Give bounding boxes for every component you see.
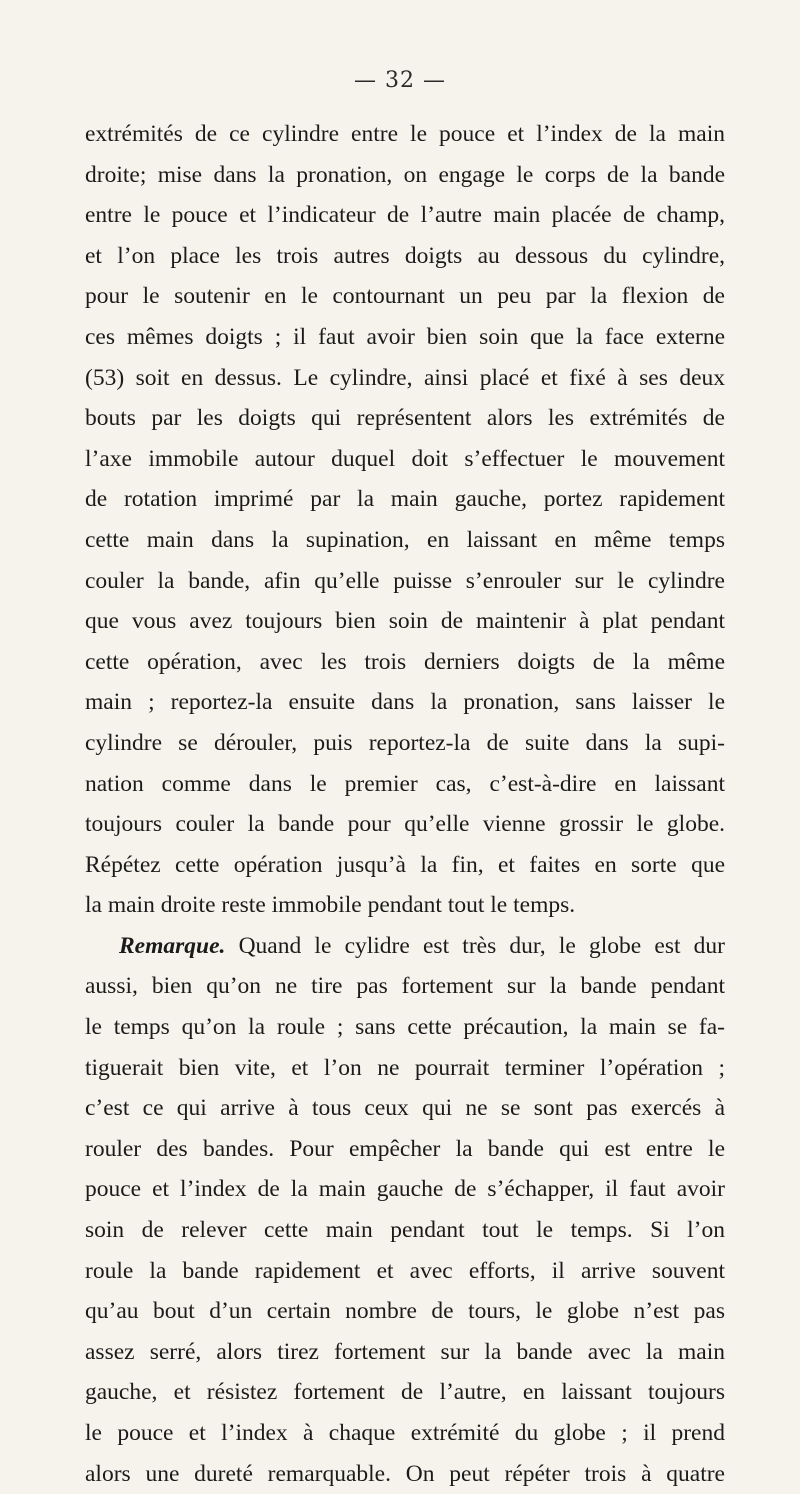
text-line: rouler des bandes. Pour empêcher la bande qui est entre le	[85, 1135, 725, 1162]
text-line: cette opération, avec les trois derniers doigts de la même	[85, 648, 725, 675]
text-line: entre le pouce et l’indicateur de l’autre main placée de champ,	[85, 202, 725, 229]
remark-label: Remarque.	[119, 932, 226, 959]
text-line: ces mêmes doigts ; il faut avoir bien soin que la face externe	[85, 323, 725, 350]
text-line: tiguerait bien vite, et l’on ne pourrait terminer l’opération ;	[85, 1054, 725, 1081]
text-line: Répétez cette opération jusqu’à la fin, et faites en sorte que	[85, 851, 725, 878]
text-line: assez serré, alors tirez fortement sur la bande avec la main	[85, 1338, 725, 1365]
text-line: extrémités de ce cylindre entre le pouce et l’index de la main	[85, 121, 725, 147]
text-line: que vous avez toujours bien soin de maintenir à plat pendant	[85, 608, 725, 635]
remark-line	[85, 926, 725, 967]
text-line: le temps qu’on la roule ; sans cette précaution, la main se fa-	[85, 1014, 725, 1041]
remark-text: Quand le cylidre est très dur, le globe est dur	[225, 932, 725, 959]
text-line: main ; reportez-la ensuite dans la pronation, sans laisser le	[85, 689, 725, 716]
text-line: la main droite reste immobile pendant tout le temps.	[85, 892, 576, 919]
text-line: et l’on place les trois autres doigts au dessous du cylindre,	[85, 242, 725, 269]
text-line: toujours couler la bande pour qu’elle vienne grossir le globe.	[85, 811, 725, 838]
text-line: le pouce et l’index à chaque extrémité du globe ; il prend	[85, 1420, 725, 1446]
text-line: cylindre se dérouler, puis reportez-la de suite dans la supi-	[85, 729, 725, 756]
text-line: droite; mise dans la pronation, on engage le corps de la bande	[85, 161, 725, 188]
text-line: de rotation imprimé par la main gauche, portez rapidement	[85, 486, 725, 513]
text-line: nation comme dans le premier cas, c’est-à-dire en laissant	[85, 770, 725, 797]
text-line: aussi, bien qu’on ne tire pas fortement sur la bande pendant	[85, 973, 725, 1000]
page-number: — 32 —	[354, 68, 446, 93]
text-line: pour le soutenir en le contournant un peu par la flexion de	[85, 283, 725, 310]
text-line: cette main dans la supination, en laissant en même temps	[85, 526, 725, 553]
text-line: qu’au bout d’un certain nombre de tours, le globe n’est pas	[85, 1298, 725, 1325]
text-line: c’est ce qui arrive à tous ceux qui ne se sont pas exercés à	[85, 1095, 725, 1122]
text-line: soin de relever cette main pendant tout le temps. Si l’on	[85, 1217, 725, 1244]
text-line: bouts par les doigts qui représentent alors les extrémités de	[85, 405, 725, 432]
text-line: couler la bande, afin qu’elle puisse s’enrouler sur le cylindre	[85, 567, 725, 594]
text-line: alors une dureté remarquable. On peut répéter trois à quatre	[85, 1460, 725, 1487]
body-text	[85, 114, 725, 1494]
text-line: gauche, et résistez fortement de l’autre, en laissant toujours	[85, 1379, 725, 1406]
text-line: pouce et l’index de la main gauche de s’échapper, il faut avoir	[85, 1176, 725, 1203]
text-line: l’axe immobile autour duquel doit s’effectuer le mouvement	[85, 445, 725, 472]
text-line: roule la bande rapidement et avec efforts, il arrive souvent	[85, 1257, 725, 1284]
text-line: (53) soit en dessus. Le cylindre, ainsi placé et fixé à ses deux	[85, 364, 725, 391]
